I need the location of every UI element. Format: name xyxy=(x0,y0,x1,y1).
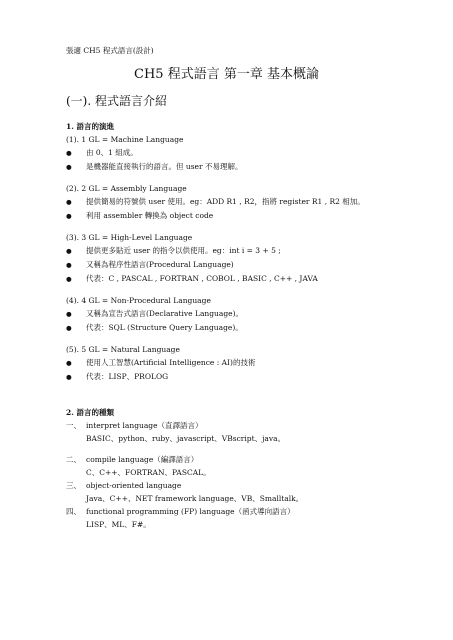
list-item: ●代表：LISP、PROLOG xyxy=(66,370,426,384)
types-heading: 2. 語言的種類 xyxy=(66,408,114,417)
page-header: 張適 CH5 程式語言(設計) xyxy=(66,46,154,55)
list-item: ●由 0、1 組成。 xyxy=(66,146,426,160)
bullet-icon xyxy=(66,209,86,223)
bullet-icon xyxy=(66,307,86,321)
bullet-icon xyxy=(66,370,86,384)
bullet-icon xyxy=(66,160,86,174)
list-item: ●利用 assembler 轉換為 object code xyxy=(66,209,426,223)
list-item-examples: BASIC、python、ruby、javascript、VBscript、java。 xyxy=(86,434,286,443)
list-item: 二、 compile language（編譯語言） xyxy=(66,455,199,464)
bullet-icon xyxy=(66,321,86,335)
list-item-examples: C、C++、FORTRAN、PASCAL。 xyxy=(86,468,211,477)
bullet-icon xyxy=(66,146,86,160)
list-item: ●又稱為程序性語言(Procedural Language) xyxy=(66,258,426,272)
list-item: ●提供更多貼近 user 的指令以供使用。eg：int i = 3 + 5 ; xyxy=(66,244,426,258)
list-item-examples: Java、C++、NET framework language、VB、Smalltalk。 xyxy=(86,494,304,503)
gl4-title: (4). 4 GL = Non-Procedural Language xyxy=(66,296,211,305)
bullet-icon xyxy=(66,244,86,258)
evolution-heading: 1. 語言的演進 xyxy=(66,122,114,131)
list-item: ●代表：C , PASCAL , FORTRAN , COBOL , BASIC , C++ , JAVA xyxy=(66,272,426,286)
bullet-icon xyxy=(66,258,86,272)
page-title: CH5 程式語言 第一章 基本概論 xyxy=(134,67,319,82)
section-title: (一). 程式語言介紹 xyxy=(66,94,167,108)
bullet-icon xyxy=(66,272,86,286)
list-item: 四、 functional programming (FP) language（函式導向語言） xyxy=(66,507,295,516)
list-item: 一、 interpret language（直譯語言） xyxy=(66,421,203,430)
gl3-title: (3). 3 GL = High-Level Language xyxy=(66,233,193,242)
list-item: ●使用人工智慧(Artificial Intelligence : AI)的技術 xyxy=(66,356,426,370)
bullet-icon xyxy=(66,356,86,370)
bullet-icon xyxy=(66,195,86,209)
list-item: ●提供簡易的符號供 user 使用。eg：ADD R1 , R2，指將 register R1 , R2 相加。 xyxy=(66,195,426,209)
gl1-title: (1). 1 GL = Machine Language xyxy=(66,135,184,144)
list-item: 三、 object-oriented language xyxy=(66,481,182,490)
list-item: ●又稱為宣告式語言(Declarative Language)。 xyxy=(66,307,426,321)
list-item: ●是機器能直接執行的語言。但 user 不易理解。 xyxy=(66,160,426,174)
content-body xyxy=(66,120,426,531)
list-item-examples: LISP、ML、F#。 xyxy=(86,520,151,529)
gl2-title: (2). 2 GL = Assembly Language xyxy=(66,184,187,193)
list-item: ●代表：SQL (Structure Query Language)。 xyxy=(66,321,426,335)
gl5-title: (5). 5 GL = Natural Language xyxy=(66,345,180,354)
